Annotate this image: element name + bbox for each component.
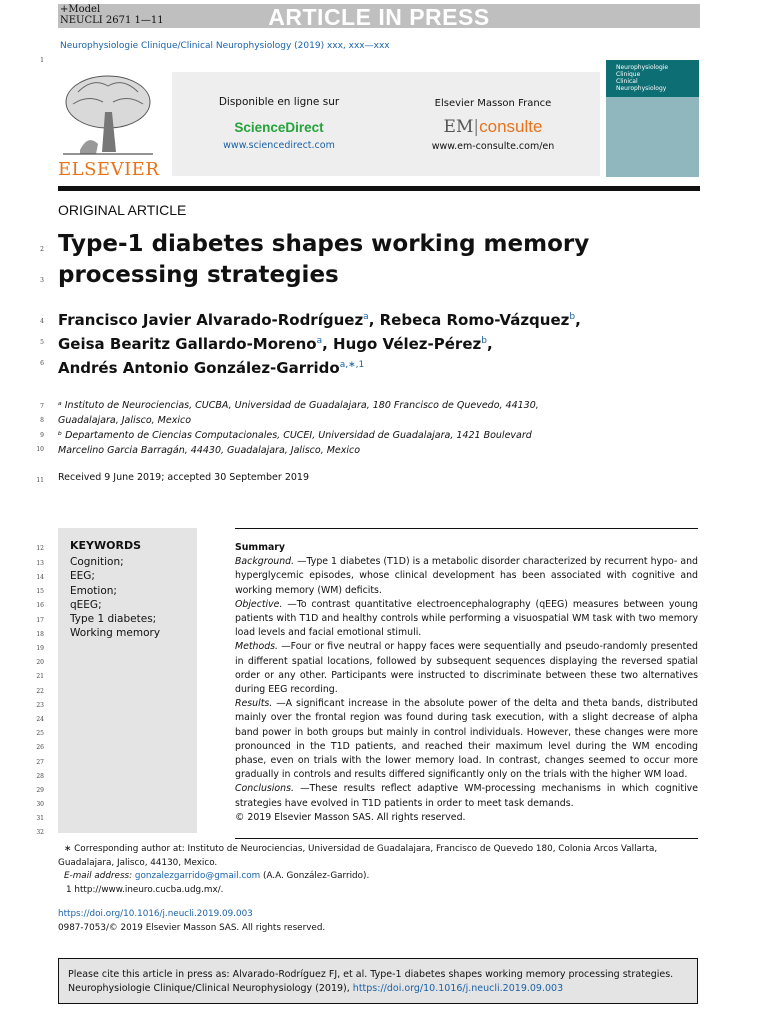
sciencedirect-brand[interactable]: ScienceDirect [234, 120, 324, 135]
line-number: 29 [36, 787, 44, 794]
author-affil-marker[interactable]: a [316, 336, 323, 346]
line-number: 5 [40, 339, 44, 346]
elsevier-logo [58, 72, 158, 180]
objective-label: Objective. [235, 598, 283, 610]
emconsulte-url[interactable]: www.em-consulte.com/en [431, 141, 555, 152]
line-number: 26 [36, 744, 44, 751]
cite-body: Please cite this article in press as: Alvarado-Rodríguez FJ, et al. Type-1 diabetes shapes working memory processing strategies. Neurophysiologie Clinique/Clinical Neurophysiology (2019), [68, 969, 674, 994]
doi-link[interactable]: https://doi.org/10.1016/j.neucli.2019.09.003 [58, 909, 253, 919]
line-number: 20 [36, 659, 44, 666]
article-type: ORIGINAL ARTICLE [58, 202, 187, 218]
author-separator: , [575, 311, 581, 329]
journal-cover-thumbnail [606, 60, 699, 177]
received-dates: Received 9 June 2019; accepted 30 September 2019 [58, 472, 309, 483]
author-name[interactable]: Rebeca Romo-Vázquez [379, 311, 570, 329]
author-line [58, 331, 698, 355]
results-label: Results. [235, 698, 273, 710]
line-number: 30 [36, 801, 44, 808]
keyword-item: Cognition; [70, 556, 124, 568]
summary-top-rule [235, 528, 698, 529]
header-divider [58, 186, 700, 191]
keyword-item: qEEG; [70, 598, 102, 611]
email-owner: (A.A. González-Garrido). [260, 871, 370, 881]
article-in-press-label: ARTICLE IN PRESS [268, 4, 490, 30]
author-name[interactable]: Geisa Bearitz Gallardo-Moreno [58, 335, 317, 353]
line-number: 4 [40, 318, 44, 325]
line-number: 8 [40, 417, 44, 424]
affiliation-line: Guadalajara, Jalisco, Mexico [58, 415, 192, 426]
conclusions-label: Conclusions. [235, 783, 294, 795]
author-affil-marker[interactable]: a [363, 312, 369, 322]
affiliation-line: Marcelino Garcia Barragán, 44430, Guadalajara, Jalisco, Mexico [58, 445, 361, 456]
results-paragraph [235, 697, 698, 782]
keywords-heading: KEYWORDS [70, 539, 142, 552]
objective-paragraph [235, 598, 698, 641]
line-number: 19 [36, 645, 44, 652]
objective-text: —To contrast quantitative electroencephalography (qEEG) measures between young patients with T1D and healthy controls while performing a visuospatial WM task with two memory load levels and facial emotional stimuli. [235, 598, 698, 639]
line-number: 10 [36, 446, 44, 453]
email-link[interactable]: gonzalezgarrido@gmail.com [134, 871, 261, 881]
cover-band [606, 60, 699, 97]
methods-label: Methods. [235, 641, 279, 653]
line-number: 18 [36, 631, 44, 638]
line-number: 23 [36, 702, 44, 709]
emconsulte-brand[interactable]: EM|consulte [443, 117, 543, 137]
publisher-header-box [172, 72, 600, 176]
author-line [58, 307, 698, 331]
line-number: 6 [40, 360, 44, 367]
cite-box [58, 958, 698, 1004]
keyword-item: Emotion; [70, 584, 117, 597]
model-label [60, 4, 164, 26]
affiliation-line: ᵃ Instituto de Neurociencias, CUCBA, Universidad de Guadalajara, 180 Francisco de Quevedo, 44130, [58, 400, 539, 411]
author-separator: , [322, 335, 334, 353]
line-number: 27 [36, 759, 44, 766]
summary-heading: Summary [235, 542, 286, 553]
title-line: processing strategies [58, 262, 339, 288]
methods-paragraph [235, 640, 698, 697]
line-number: 9 [40, 432, 44, 439]
author-list [58, 307, 698, 379]
line-number: 11 [36, 477, 44, 484]
background-label: Background. [235, 556, 295, 568]
cover-title-line: Neurophysiologie [616, 64, 669, 71]
affiliations [58, 398, 698, 458]
keyword-item: Working memory [70, 627, 161, 640]
cite-text [68, 968, 692, 996]
corresponding-author-note: ∗ Corresponding author at: Instituto de Neurociencias, Universidad de Guadalajara, Francisco de Quevedo 180, Colonia Arcos Vallarta, Guadalajara, Jalisco, 44130, Mexico. [58, 844, 658, 868]
methods-text: —Four or five neutral or happy faces were sequentially and pseudo-randomly presented in different spatial locations, followed by subsequent sequences displaying the reversed spatial order or any other. Participants were instructed to discriminate between these two alternatives during EEG recording. [235, 641, 698, 696]
author-affil-marker[interactable]: b [481, 336, 487, 346]
issn-line: 0987-7053/© 2019 Elsevier Masson SAS. All rights reserved. [58, 922, 326, 933]
keywords-box [58, 528, 197, 833]
keyword-item: EEG; [70, 570, 95, 583]
elsevier-wordmark: ELSEVIER [58, 159, 160, 180]
available-online-label: Disponible en ligne sur [218, 96, 340, 108]
article-title [58, 229, 618, 291]
elsevier-tree-icon [58, 72, 158, 157]
cover-title-line: Clinical [616, 78, 638, 85]
sciencedirect-url[interactable]: www.sciencedirect.com [223, 140, 335, 151]
line-number: 32 [36, 829, 44, 836]
line-number: 7 [40, 403, 44, 410]
author-separator: , [486, 335, 493, 353]
line-number: 3 [40, 277, 44, 284]
email-note [58, 870, 698, 884]
author-separator: , [368, 311, 380, 329]
line-number: 1 [40, 57, 44, 64]
line-number: 16 [36, 602, 44, 609]
footnote-rule [235, 838, 698, 839]
line-number: 2 [40, 246, 44, 253]
affiliation-line: ᵇ Departamento de Ciencias Computacionales, CUCEI, Universidad de Guadalajara, 1421 Boulevard [58, 430, 532, 441]
abstract-summary [235, 541, 698, 825]
cover-title-line: Clinique [616, 71, 641, 78]
elsevier-masson-label: Elsevier Masson France [434, 98, 552, 109]
keyword-item: Type 1 diabetes; [70, 613, 157, 626]
line-number: 25 [36, 730, 44, 737]
cover-title [616, 64, 668, 92]
journal-reference[interactable]: Neurophysiologie Clinique/Clinical Neurophysiology (2019) xxx, xxx—xxx [60, 41, 390, 51]
background-text: —Type 1 diabetes (T1D) is a metabolic disorder characterized by recurrent hypo- and hyperglycemic episodes, whose clinical development has been associated with cognitive and working memory (WM) deficits. [235, 556, 698, 596]
summary-copyright: © 2019 Elsevier Masson SAS. All rights reserved. [235, 811, 466, 823]
footnotes [58, 843, 698, 897]
background-paragraph [235, 555, 698, 598]
line-number: 12 [36, 545, 44, 552]
author-name[interactable]: Francisco Javier Alvarado-Rodríguez [58, 311, 364, 329]
consulte-text: consulte [479, 117, 543, 136]
line-number: 13 [36, 560, 44, 567]
title-line: Type-1 diabetes shapes working memory [58, 231, 590, 257]
author-affil-marker[interactable]: b [569, 312, 576, 322]
ref-text: NEUCLI 2671 1—11 [60, 15, 164, 26]
model-text: +Model [60, 4, 101, 15]
line-number: 24 [36, 716, 44, 723]
line-number: 31 [36, 815, 44, 822]
results-text: —A significant increase in the absolute power of the delta and theta bands, distributed mainly over the frontal region was found during task execution, with a slight decrease of alpha band power in both groups but mainly in control individuals. However, these changes were more pronounced in the T1D patients, and reached their maximum level during the WM encoding phase, even on trials with the lower memory load. In contrast, changes seemed to occur more gradually in controls and results differed significantly only on the trials with the higher WM load. [235, 698, 698, 781]
em-text: EM [443, 117, 474, 137]
line-number: 28 [36, 773, 44, 780]
author-name[interactable]: Hugo Vélez-Pérez [333, 335, 482, 353]
line-number: 15 [36, 588, 44, 595]
footnote-1: 1 http://www.ineuro.cucba.udg.mx/. [66, 884, 224, 895]
doi-block [58, 908, 325, 935]
author-line [58, 355, 698, 379]
cover-title-line: Neurophysiology [616, 85, 667, 92]
email-label: E-mail address: [64, 871, 133, 881]
keywords-list [70, 555, 160, 641]
author-affil-marker[interactable]: a,∗,1 [339, 360, 365, 370]
line-number: 22 [36, 688, 44, 695]
cite-doi-link[interactable]: https://doi.org/10.1016/j.neucli.2019.09.003 [352, 983, 564, 994]
line-number: 17 [36, 617, 44, 624]
line-number: 21 [36, 673, 44, 680]
line-number: 14 [36, 574, 44, 581]
conclusions-paragraph [235, 782, 698, 810]
author-name[interactable]: Andrés Antonio González-Garrido [58, 359, 340, 377]
conclusions-text: —These results reflect adaptive WM-processing mechanisms in which cognitive strategies have evolved in T1D patients in order to meet task demands. [235, 783, 698, 809]
